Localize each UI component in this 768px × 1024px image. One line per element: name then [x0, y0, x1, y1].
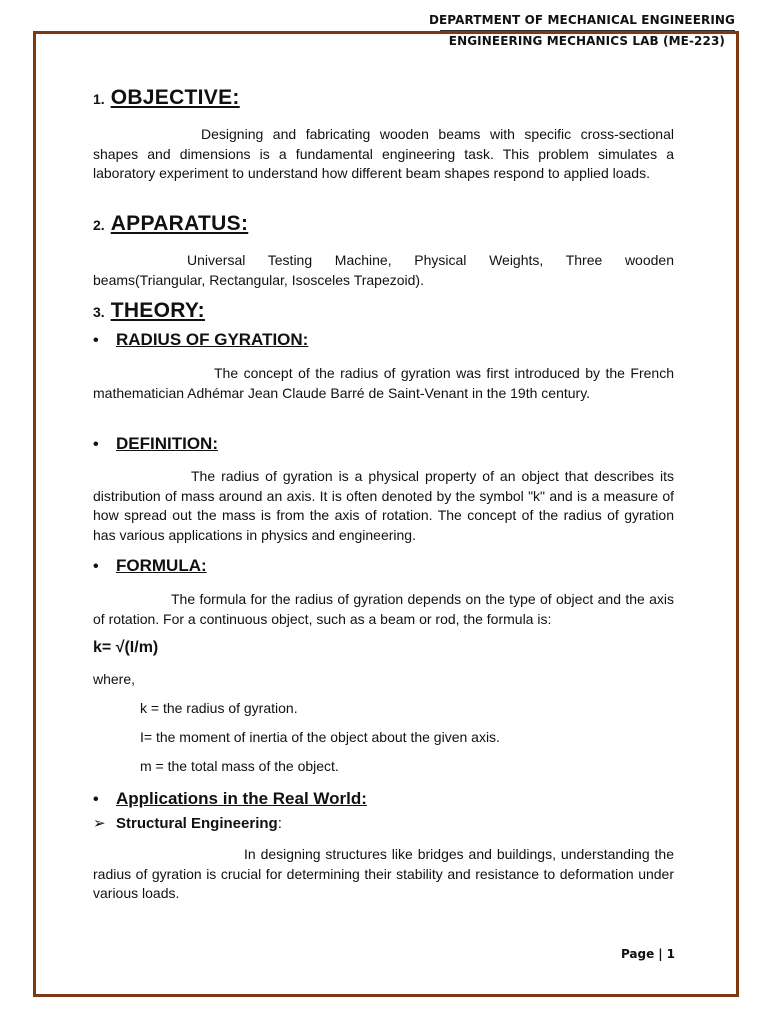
section-number: 1.	[93, 91, 105, 107]
radius-heading	[93, 330, 308, 350]
definition-k: k = the radius of gyration.	[140, 700, 298, 716]
applications-heading-label: Applications in the Real World:	[116, 789, 367, 808]
section-title: OBJECTIVE:	[110, 86, 240, 109]
lab-header: ENGINEERING MECHANICS LAB (ME-223)	[448, 34, 725, 48]
section-title: APPARATUS:	[110, 212, 249, 235]
definition-heading-label: DEFINITION:	[116, 434, 218, 453]
structural-heading-label: Structural Engineering	[116, 815, 278, 832]
bullet-icon: •	[93, 791, 99, 808]
definition-heading	[93, 434, 218, 454]
structural-colon: :	[277, 815, 282, 832]
definition-i: I= the moment of inertia of the object about the given axis.	[140, 729, 500, 745]
where-label: where,	[93, 671, 136, 687]
structural-heading	[93, 814, 282, 832]
theory-heading	[93, 299, 205, 323]
objective-text: Designing and fabricating wooden beams with specific cross-sectional shapes and dimensions is a fundamental engineering task. This problem simulates a laboratory experiment to understand how different beam shapes respond to applied loads.	[93, 126, 674, 181]
apparatus-heading	[93, 212, 248, 236]
page-footer	[621, 947, 675, 961]
section-number: 3.	[93, 304, 105, 320]
formula-text: The formula for the radius of gyration depends on the type of object and the axis of rotation. For a continuous object, such as a beam or rod, the formula is:	[93, 591, 674, 627]
bullet-icon: •	[93, 558, 99, 575]
formula-equation: k= √(I/m)	[93, 639, 159, 656]
formula-heading	[93, 556, 207, 576]
section-number: 2.	[93, 217, 105, 233]
arrow-bullet-icon: ➢	[93, 815, 106, 832]
page-separator: |	[658, 947, 663, 961]
formula-heading-label: FORMULA:	[116, 556, 207, 575]
objective-heading	[93, 86, 240, 110]
applications-heading	[93, 789, 367, 809]
bullet-icon: •	[93, 332, 99, 349]
structural-text: In designing structures like bridges and buildings, understanding the radius of gyration is crucial for determining their stability and resistance to deformation under various loads.	[93, 846, 674, 901]
bullet-icon: •	[93, 436, 99, 453]
radius-text: The concept of the radius of gyration was first introduced by the French mathematician Adhémar Jean Claude Barré de Saint-Venant in the 19th century.	[93, 365, 674, 401]
definition-m: m = the total mass of the object.	[140, 758, 339, 774]
definition-text: The radius of gyration is a physical property of an object that describes its distribution of mass around an axis. It is often denoted by the symbol "k" and is a measure of how spread out the mass is from the axis of rotation. The concept of the radius of gyration has various applications in physics and engineering.	[93, 468, 674, 543]
apparatus-text: Universal Testing Machine, Physical Weights, Three wooden beams(Triangular, Rectangular, Isosceles Trapezoid).	[93, 252, 674, 288]
section-title: THEORY:	[110, 299, 205, 322]
page-number: 1	[666, 947, 675, 961]
page-label: Page	[620, 947, 655, 961]
radius-heading-label: RADIUS OF GYRATION:	[116, 330, 309, 349]
department-header: DEPARTMENT OF MECHANICAL ENGINEERING	[428, 13, 735, 27]
